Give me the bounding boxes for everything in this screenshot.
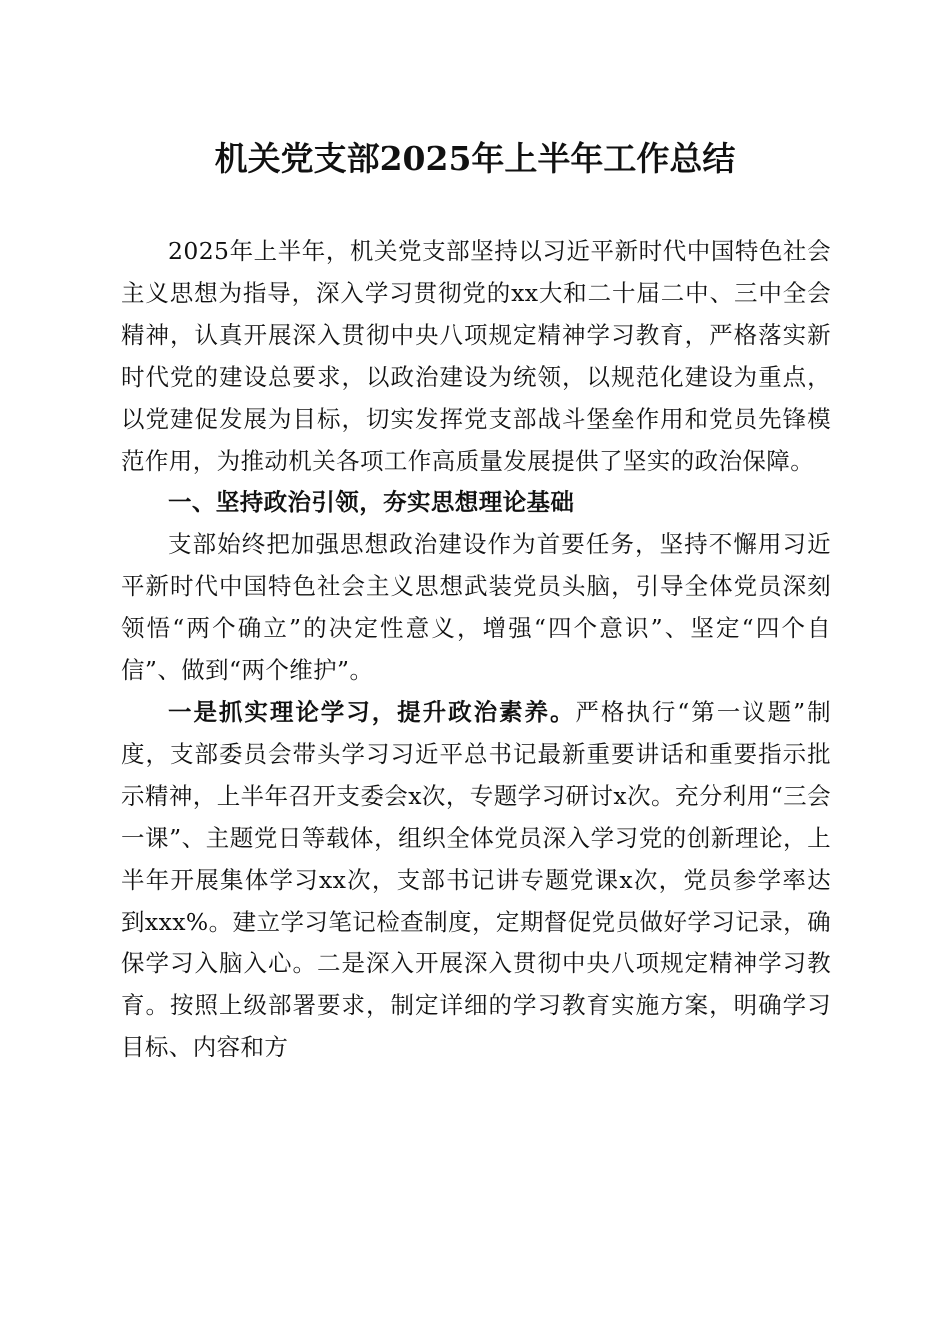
item-lead: 一是抓实理论学习，提升政治素养。 (168, 697, 576, 726)
document-body (121, 231, 831, 1069)
document-title: 机关党支部2025年上半年工作总结 (214, 139, 736, 178)
intro-paragraph: 2025年上半年，机关党支部坚持以习近平新时代中国特色社会主义思想为指导，深入学习贯彻党的xx大和二十届二中、三中全会精神，认真开展深入贯彻中央八项规定精神学习教育，严格落实新时代党的建设总要求，以政治建设为统领，以规范化建设为重点，以党建促发展为目标，切实发挥党支部战斗堡垒作用和党员先锋模范作用，为推动机关各项工作高质量发展提供了坚实的政治保障。 (121, 237, 831, 475)
section-paragraph: 支部始终把加强思想政治建设作为首要任务，坚持不懈用习近平新时代中国特色社会主义思想武装党员头脑，引导全体党员深刻领悟“两个确立”的决定性意义，增强“四个意识”、坚定“四个自信”、做到“两个维护”。 (121, 530, 831, 685)
item-text: 严格执行“第一议题”制度，支部委员会带头学习习近平总书记最新重要讲话和重要指示批示精神，上半年召开支委会x次，专题学习研讨x次。充分利用“三会一课”、主题党日等载体，组织全体党员深入学习党的创新理论，上半年开展集体学习xx次，支部书记讲专题党课x次，党员参学率达到xxx%。建立学习笔记检查制度，定期督促党员做好学习记录，确保学习入脑入心。二是深入开展深入贯彻中央八项规定精神学习教育。按照上级部署要求，制定详细的学习教育实施方案，明确学习目标、内容和方 (121, 697, 831, 1062)
section-heading: 一、坚持政治引领，夯实思想理论基础 (168, 488, 575, 517)
item-paragraph (121, 692, 831, 1069)
